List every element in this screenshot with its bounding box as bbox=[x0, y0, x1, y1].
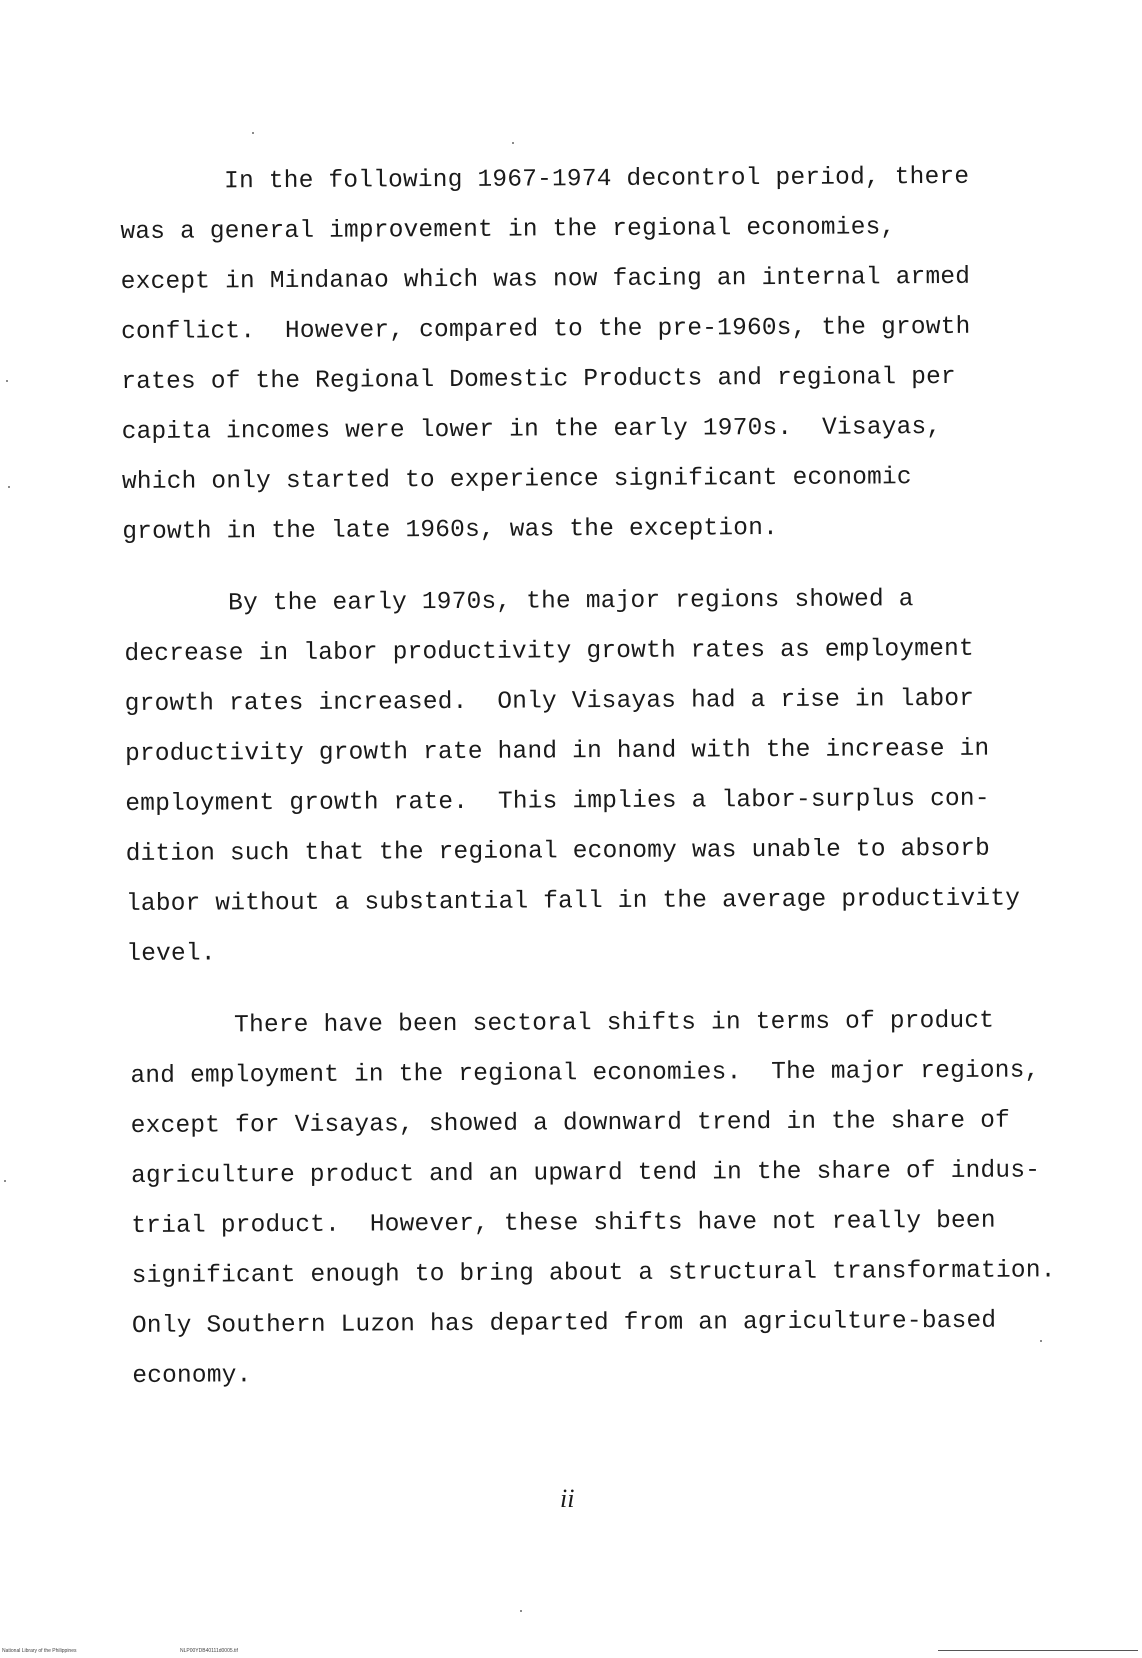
text-line: By the early 1970s, the major regions showed a bbox=[228, 586, 914, 618]
text-line: capita incomes were lower in the early 1970s. Visayas, bbox=[121, 413, 942, 446]
text-line: economy. bbox=[132, 1362, 252, 1390]
text-line: rates of the Regional Domestic Products and regional per bbox=[121, 363, 956, 396]
paragraph-labor-productivity bbox=[124, 575, 1026, 980]
page-number: ii bbox=[560, 1484, 575, 1513]
text-line: trial product. However, these shifts have not really been bbox=[131, 1207, 996, 1240]
text-line: There have been sectoral shifts in terms of product bbox=[234, 1007, 995, 1040]
scan-speck bbox=[1040, 1340, 1042, 1342]
text-line: productivity growth rate hand in hand with the increase in bbox=[124, 735, 990, 768]
text-line: employment growth rate. This implies a labor-surplus con- bbox=[125, 785, 990, 818]
text-line: level. bbox=[126, 940, 216, 968]
scan-speck bbox=[520, 1610, 522, 1612]
text-line: conflict. However, compared to the pre-1960s, the growth bbox=[120, 313, 971, 346]
paragraph-sectoral-shifts bbox=[130, 997, 1056, 1402]
text-line: except for Visayas, showed a downward trend in the share of bbox=[130, 1107, 1011, 1140]
text-line: dition such that the regional economy was unable to absorb bbox=[125, 835, 991, 868]
text-line: significant enough to bring about a structural transformation. bbox=[131, 1257, 1056, 1290]
scan-speck bbox=[8, 486, 10, 488]
text-line: and employment in the regional economies. The major regions, bbox=[130, 1057, 1040, 1090]
text-line: Only Southern Luzon has departed from an agriculture-based bbox=[131, 1307, 997, 1340]
text-line: except in Mindanao which was now facing an internal armed bbox=[120, 263, 971, 296]
text-line: decrease in labor productivity growth rates as employment bbox=[124, 635, 974, 668]
text-line: which only started to experience significant economic bbox=[121, 464, 912, 496]
text-line: In the following 1967-1974 decontrol period, there bbox=[224, 163, 970, 196]
text-line: growth rates increased. Only Visayas had a rise in labor bbox=[124, 685, 975, 718]
footer-rule bbox=[938, 1650, 1138, 1651]
text-line: was a general improvement in the regional economies, bbox=[120, 214, 896, 246]
scan-speck bbox=[4, 1180, 6, 1182]
scan-speck bbox=[252, 132, 254, 134]
text-line: growth in the late 1960s, was the exception. bbox=[122, 514, 779, 546]
footer-filename: NLP00YDB40111d0005.tif bbox=[180, 1648, 238, 1654]
paragraph-decontrol-period bbox=[120, 153, 1022, 558]
text-line: labor without a substantial fall in the average productivity bbox=[125, 885, 1021, 918]
scan-speck bbox=[6, 380, 8, 382]
scan-speck bbox=[512, 142, 514, 144]
footer-credit: National Library of the Philippines bbox=[2, 1648, 77, 1654]
text-line: agriculture product and an upward tend in the share of indus- bbox=[130, 1157, 1041, 1190]
